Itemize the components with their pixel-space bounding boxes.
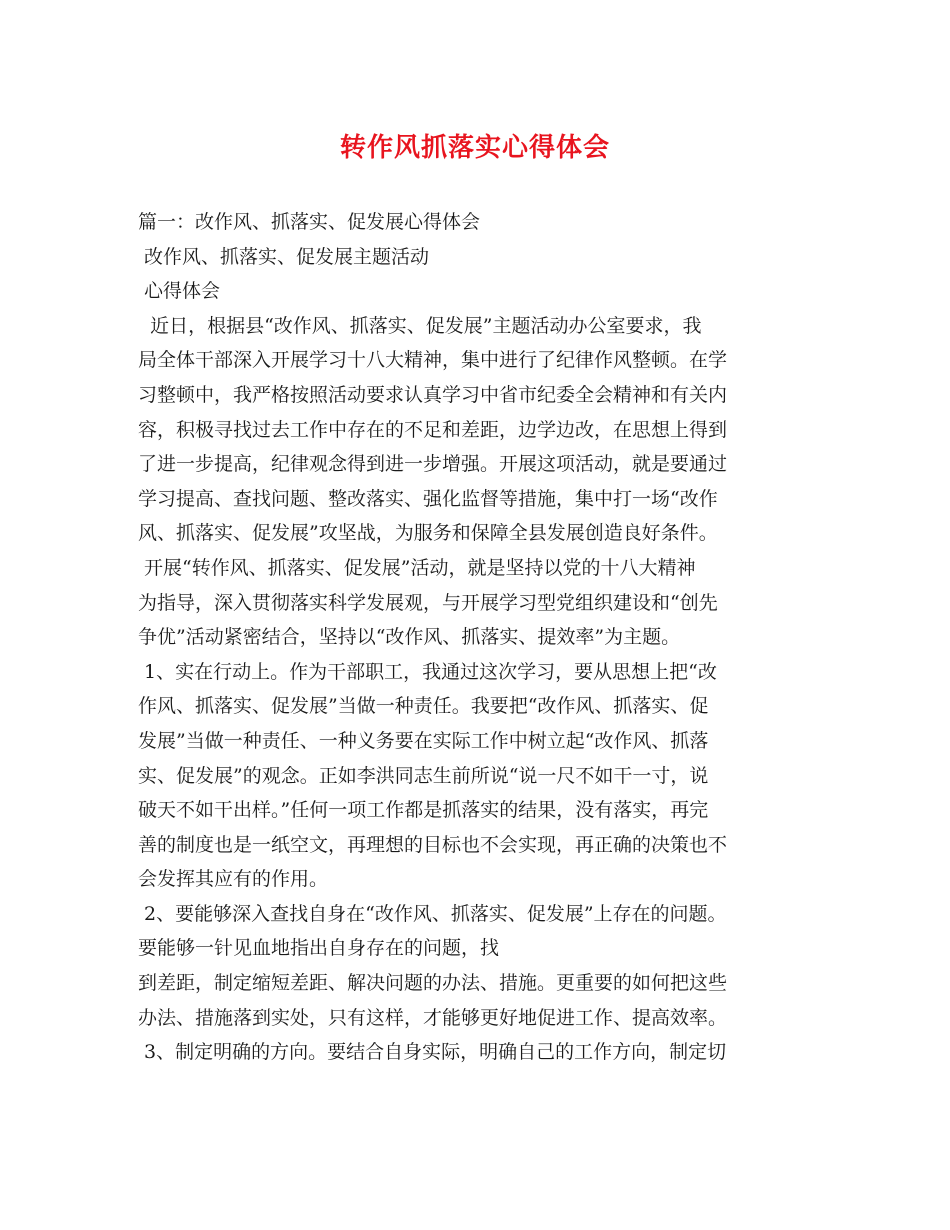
text-line: 要能够一针见血地指出自身存在的问题，找 (138, 937, 500, 960)
text-line: 容，积极寻找过去工作中存在的不足和差距，边学边改，在思想上得到 (138, 418, 728, 441)
text-line: 学习提高、查找问题、整改落实、强化监督等措施，集中打一场“改作 (138, 487, 718, 510)
text-line: 会发挥其应有的作用。 (138, 868, 329, 891)
text-line: 3、制定明确的方向。要结合自身实际，明确自己的工作方向，制定切 (138, 1041, 727, 1064)
text-line: 了进一步提高，纪律观念得到进一步增强。开展这项活动，就是要通过 (138, 453, 728, 476)
text-line: 善的制度也是一纸空文，再理想的目标也不会实现，再正确的决策也不 (138, 833, 728, 856)
text-line: 篇一：改作风、抓落实、促发展心得体会 (138, 211, 481, 233)
text-line: 办法、措施落到实处，只有这样，才能够更好地促进工作、提高效率。 (138, 1006, 728, 1029)
text-line: 到差距，制定缩短差距、解决问题的办法、措施。更重要的如何把这些 (138, 972, 728, 995)
text-line: 为指导，深入贯彻落实科学发展观，与开展学习型党组织建设和“创先 (138, 591, 718, 614)
text-line: 心得体会 (138, 280, 221, 303)
text-line: 局全体干部深入开展学习十八大精神，集中进行了纪律作风整顿。在学 (138, 349, 728, 372)
document-title: 转作风抓落实心得体会 (339, 133, 610, 163)
text-line: 争优”活动紧密结合，坚持以“改作风、抓落实、提效率”为主题。 (138, 626, 681, 649)
text-line: 作风、抓落实、促发展”当做一种责任。我要把“改作风、抓落实、促 (138, 695, 709, 718)
text-line: 发展”当做一种责任、一种义务要在实际工作中树立起“改作风、抓落 (138, 729, 709, 752)
text-line: 习整顿中，我严格按照活动要求认真学习中省市纪委全会精神和有关内 (138, 383, 728, 406)
text-line: 近日，根据县“改作风、抓落实、促发展”主题活动办公室要求，我 (138, 314, 702, 337)
document-body (138, 205, 838, 1070)
text-line: 改作风、抓落实、促发展主题活动 (138, 245, 430, 268)
text-line: 2、要能够深入查找自身在“改作风、抓落实、促发展”上存在的问题。 (138, 902, 727, 925)
text-line: 1、实在行动上。作为干部职工，我通过这次学习，要从思想上把“改 (138, 660, 717, 683)
text-line: 风、抓落实、促发展”攻坚战，为服务和保障全县发展创造良好条件。 (138, 522, 718, 545)
text-line: 实、促发展”的观念。正如李洪同志生前所说“说一尺不如干一寸，说 (138, 764, 709, 787)
text-line: 破天不如干出样。”任何一项工作都是抓落实的结果，没有落实，再完 (138, 799, 709, 822)
text-line: 开展“转作风、抓落实、促发展”活动，就是坚持以党的十八大精神 (138, 556, 696, 579)
